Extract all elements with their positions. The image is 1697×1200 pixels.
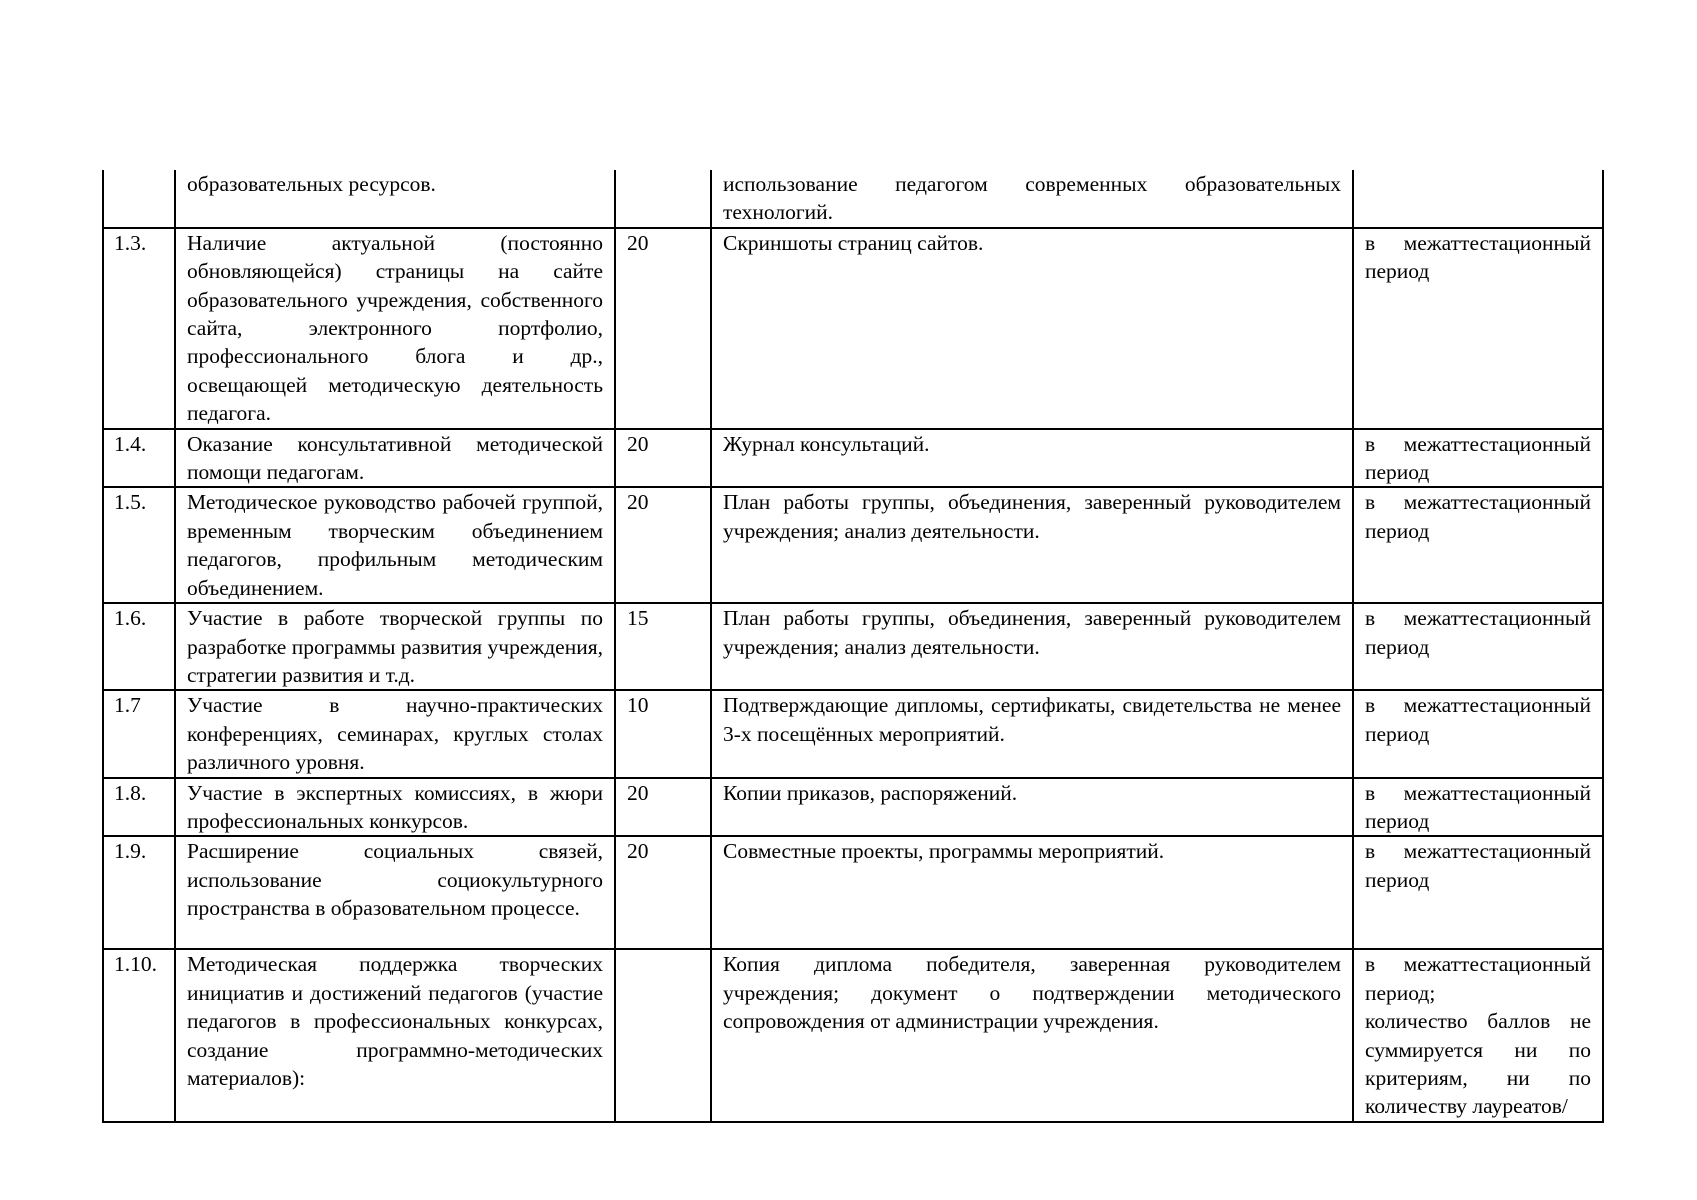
criterion-cell: Расширение социальных связей, использование социокультурного пространства в образовательном процессе.: [175, 836, 615, 949]
period-text: в межаттестационный период;: [1365, 952, 1591, 1005]
period-cell: в межаттестационный период: [1353, 836, 1603, 949]
period-note: количество баллов не суммируется ни по критериям, ни по количеству лауреатов/: [1365, 1009, 1591, 1119]
row-number-cell: 1.5.: [103, 487, 175, 603]
table-row: [103, 778, 1603, 837]
score-cell: 10: [615, 690, 711, 777]
row-number-cell: 1.8.: [103, 778, 175, 837]
table-row: [103, 690, 1603, 777]
table-row: [103, 429, 1603, 488]
documents-cell: Копия диплома победителя, заверенная руководителем учреждения; документ о подтверждении методического сопровождения от администрации учреждения.: [711, 949, 1353, 1121]
criterion-cell: Методическая поддержка творческих инициатив и достижений педагогов (участие педагогов в профессиональных конкурсах, создание программно-методических материалов):: [175, 949, 615, 1121]
table-row: [103, 836, 1603, 949]
documents-cell: Копии приказов, распоряжений.: [711, 778, 1353, 837]
score-cell: 15: [615, 603, 711, 690]
criterion-cell: Участие в научно-практических конференциях, семинарах, круглых столах различного уровня.: [175, 690, 615, 777]
documents-cell: Скриншоты страниц сайтов.: [711, 228, 1353, 429]
table-row: [103, 603, 1603, 690]
table-row: [103, 487, 1603, 603]
table-row: [103, 949, 1603, 1121]
row-number-cell: 1.10.: [103, 949, 175, 1121]
documents-cell: План работы группы, объединения, заверенный руководителем учреждения; анализ деятельности.: [711, 487, 1353, 603]
score-cell: 20: [615, 429, 711, 488]
period-cell: в межаттестационный период: [1353, 429, 1603, 488]
documents-cell: Совместные проекты, программы мероприятий.: [711, 836, 1353, 949]
table-row: [103, 228, 1603, 429]
row-number-cell: 1.9.: [103, 836, 175, 949]
row-number-cell: 1.7: [103, 690, 175, 777]
score-cell: [615, 949, 711, 1121]
criterion-cell: Оказание консультативной методической помощи педагогам.: [175, 429, 615, 488]
table-row: [103, 170, 1603, 228]
documents-cell: использование педагогом современных образовательных технологий.: [711, 170, 1353, 228]
criterion-cell: Наличие актуальной (постоянно обновляющейся) страницы на сайте образовательного учреждения, собственного сайта, электронного портфолио, профессионального блога и др., освещающей методическую деятельность педагога.: [175, 228, 615, 429]
score-cell: 20: [615, 228, 711, 429]
period-cell: в межаттестационный период: [1353, 603, 1603, 690]
criterion-cell: образовательных ресурсов.: [175, 170, 615, 228]
documents-cell: План работы группы, объединения, заверенный руководителем учреждения; анализ деятельности.: [711, 603, 1353, 690]
period-cell: в межаттестационный период: [1353, 228, 1603, 429]
score-cell: 20: [615, 836, 711, 949]
criterion-cell: Участие в работе творческой группы по разработке программы развития учреждения, стратегии развития и т.д.: [175, 603, 615, 690]
documents-cell: Журнал консультаций.: [711, 429, 1353, 488]
period-cell: в межаттестационный период: [1353, 778, 1603, 837]
period-cell: [1353, 170, 1603, 228]
score-cell: 20: [615, 487, 711, 603]
row-number-cell: [103, 170, 175, 228]
documents-cell: Подтверждающие дипломы, сертификаты, свидетельства не менее 3-х посещённых мероприятий.: [711, 690, 1353, 777]
row-number-cell: 1.3.: [103, 228, 175, 429]
row-number-cell: 1.4.: [103, 429, 175, 488]
criteria-table: [102, 170, 1604, 1123]
period-cell: в межаттестационный период: [1353, 487, 1603, 603]
criterion-cell: Участие в экспертных комиссиях, в жюри профессиональных конкурсов.: [175, 778, 615, 837]
row-number-cell: 1.6.: [103, 603, 175, 690]
score-cell: 20: [615, 778, 711, 837]
period-cell: [1353, 949, 1603, 1121]
criterion-cell: Методическое руководство рабочей группой, временным творческим объединением педагогов, профильным методическим объединением.: [175, 487, 615, 603]
period-cell: в межаттестационный период: [1353, 690, 1603, 777]
score-cell: [615, 170, 711, 228]
